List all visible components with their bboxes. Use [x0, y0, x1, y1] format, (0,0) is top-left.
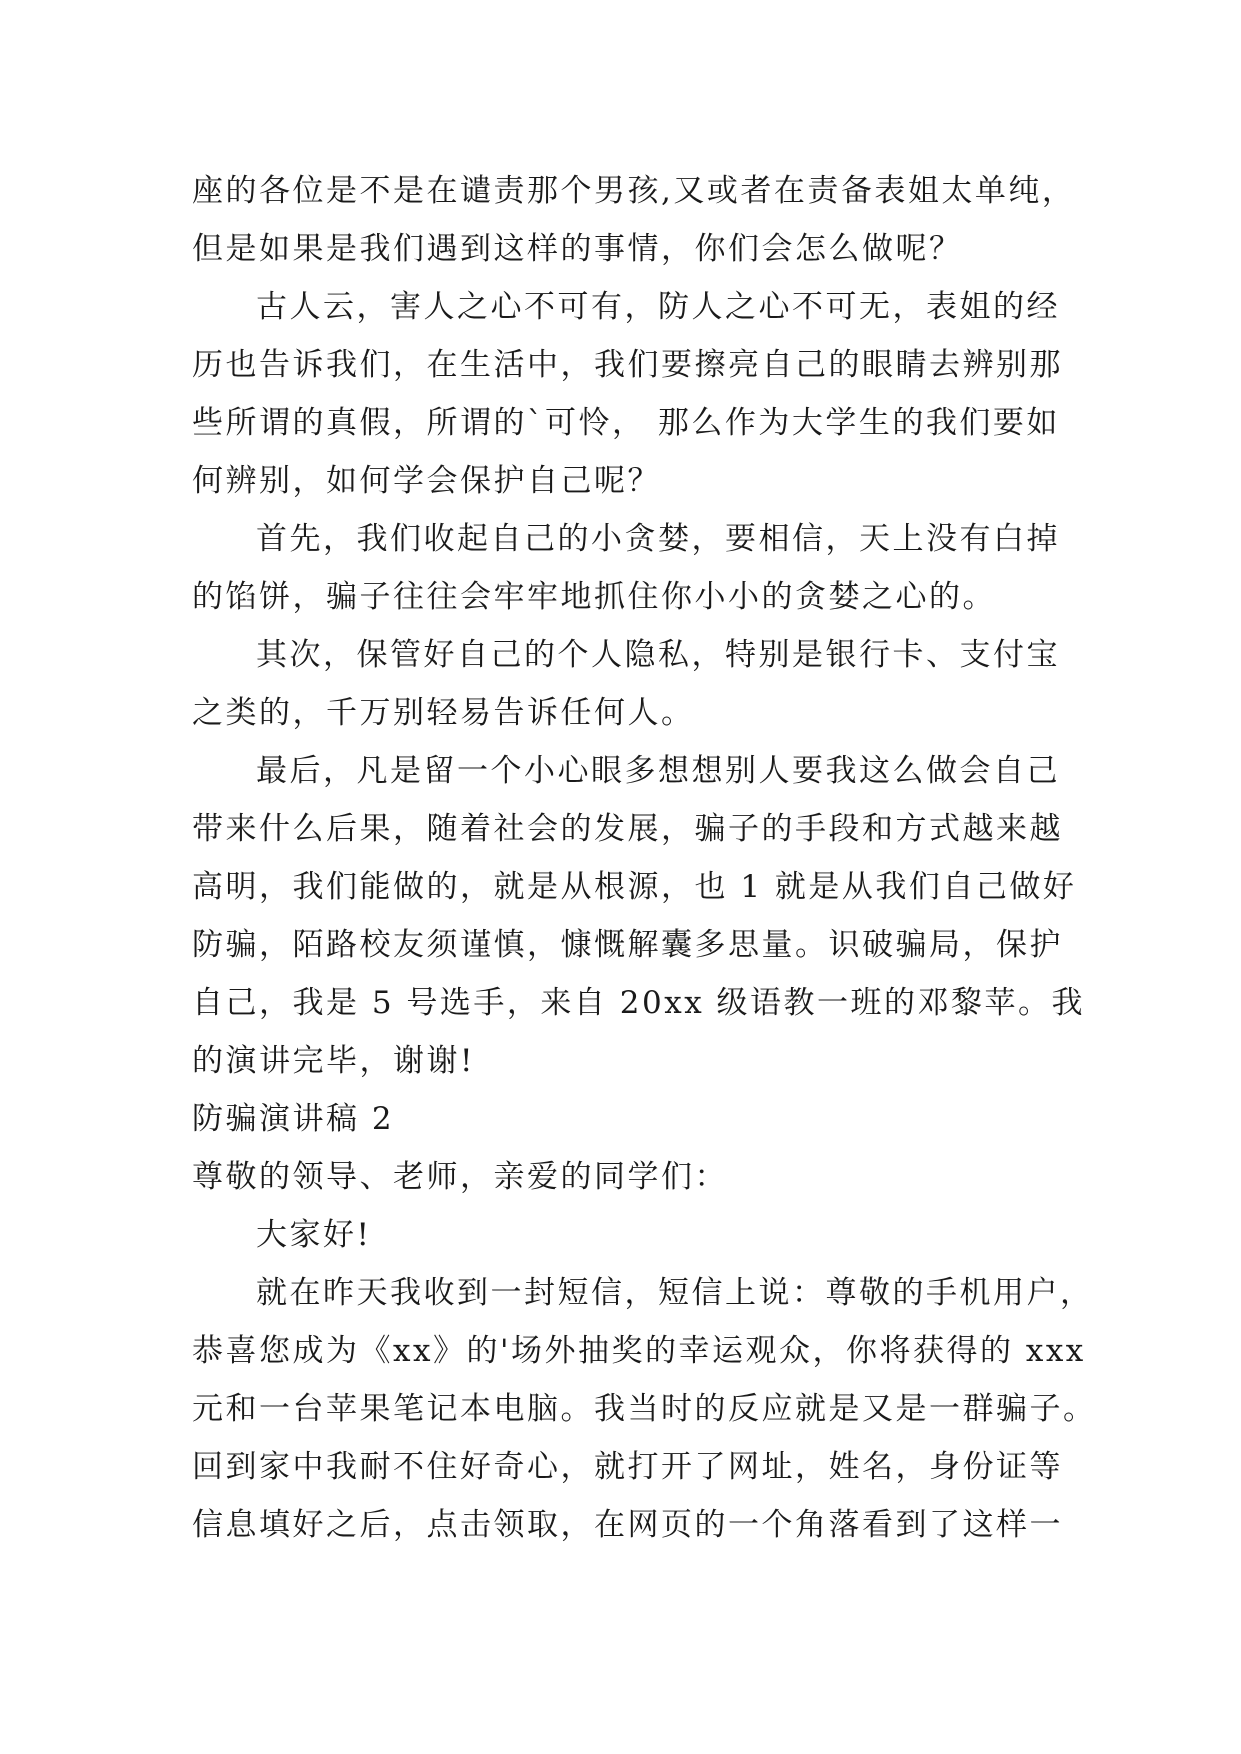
- text-line: 的演讲完毕，谢谢!: [192, 1043, 475, 1079]
- paragraph-start: 古人云，害人之心不可有，防人之心不可无，表姐的经: [256, 289, 1060, 325]
- text-line: 防骗，陌路校友须谨慎，慷慨解囊多思量。识破骗局，保护: [192, 927, 1063, 963]
- text-line: 座的各位是不是在谴责那个男孩,又或者在责备表姐太单纯，: [192, 173, 1076, 209]
- text-line: 回到家中我耐不住好奇心，就打开了网址，姓名，身份证等: [192, 1449, 1063, 1485]
- text-line: 自己，我是 5 号选手，来自 20xx 级语教一班的邓黎苹。我: [192, 985, 1086, 1021]
- document-body: [192, 162, 1097, 1554]
- text-line: 之类的，千万别轻易告诉任何人。: [192, 695, 695, 731]
- paragraph-start: 其次，保管好自己的个人隐私，特别是银行卡、支付宝: [256, 637, 1060, 673]
- salutation: 尊敬的领导、老师，亲爱的同学们：: [192, 1159, 728, 1195]
- text-line: 但是如果是我们遇到这样的事情，你们会怎么做呢？: [192, 231, 963, 267]
- text-line: 的馅饼，骗子往往会牢牢地抓住你小小的贪婪之心的。: [192, 579, 996, 615]
- text-line: 些所谓的真假，所谓的`可怜， 那么作为大学生的我们要如: [192, 405, 1060, 441]
- paragraph-start: 最后，凡是留一个小心眼多想想别人要我这么做会自己: [256, 753, 1060, 789]
- greeting: 大家好!: [256, 1217, 372, 1253]
- text-line: 带来什么后果，随着社会的发展，骗子的手段和方式越来越: [192, 811, 1063, 847]
- text-line: 何辨别，如何学会保护自己呢？: [192, 463, 661, 499]
- paragraph-start: 首先，我们收起自己的小贪婪，要相信，天上没有白掉: [256, 521, 1060, 557]
- section-title: 防骗演讲稿 2: [192, 1101, 395, 1137]
- text-line: 历也告诉我们，在生活中，我们要擦亮自己的眼睛去辨别那: [192, 347, 1063, 383]
- text-line: 恭喜您成为《xx》的'场外抽奖的幸运观众，你将获得的 xxx: [192, 1333, 1086, 1369]
- text-line: 信息填好之后，点击领取，在网页的一个角落看到了这样一: [192, 1507, 1063, 1543]
- text-line: 元和一台苹果笔记本电脑。我当时的反应就是又是一群骗子。: [192, 1391, 1097, 1427]
- text-line: 高明，我们能做的，就是从根源，也 1 就是从我们自己做好: [192, 869, 1077, 905]
- paragraph-start: 就在昨天我收到一封短信，短信上说：尊敬的手机用户，: [256, 1275, 1094, 1311]
